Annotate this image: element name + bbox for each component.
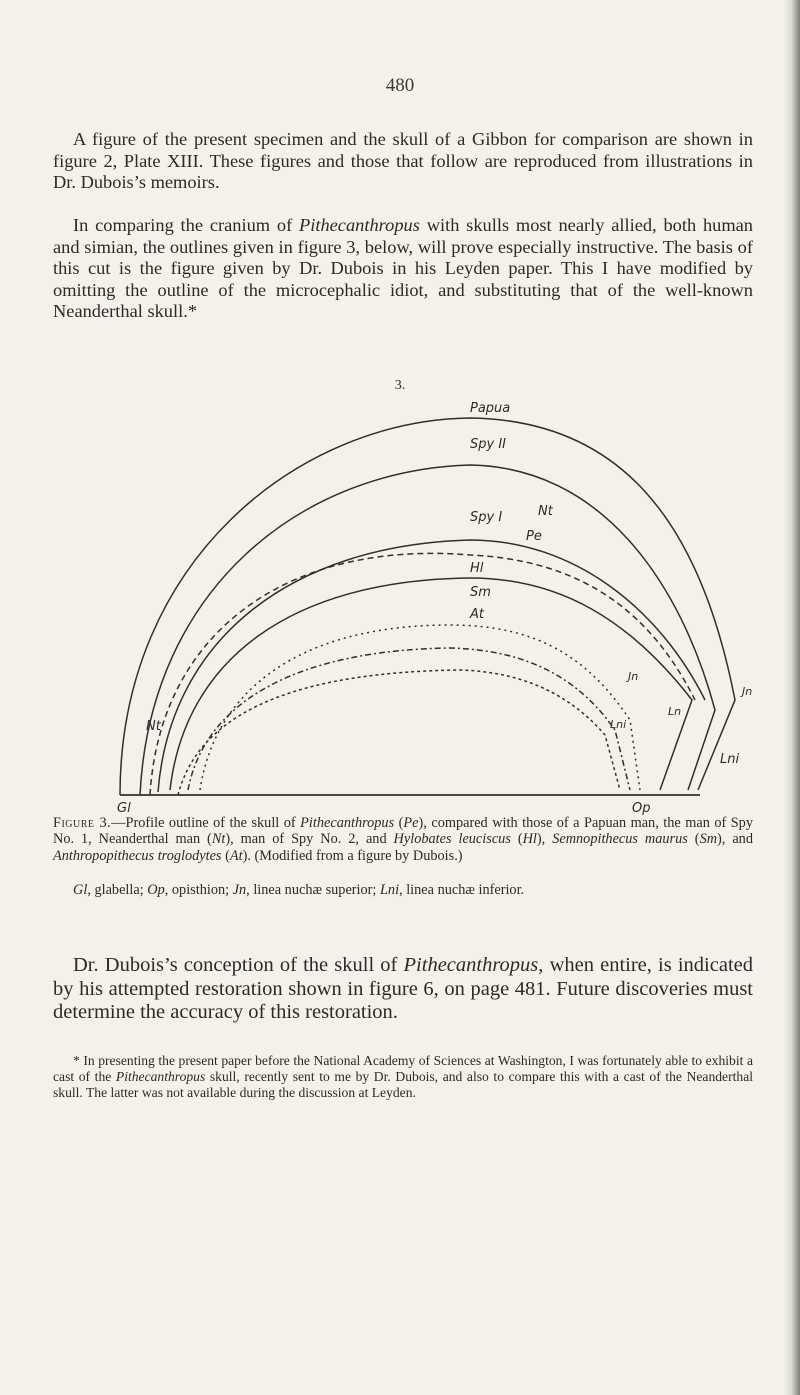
caption-text: —Profile outline of the skull of [111,815,301,831]
label-spy-ii: Spy II [470,437,506,452]
caption-text: , linea nuchæ inferior. [399,882,525,898]
label-lni-inner: Lni [610,718,627,731]
caption-text: ). (Modified from a figure by Dubois.) [242,847,463,864]
caption-text: ( [221,847,230,864]
label-sm: Sm [470,585,491,600]
page-number: 480 [385,75,415,96]
paragraph-gibbon-comparison [53,129,753,194]
caption-text: , linea nuchæ superior; [246,882,380,898]
caption-italic: Gl [73,882,88,898]
label-hl: Hl [470,561,484,576]
label-gl: Gl [117,801,131,816]
caption-text: ( [687,831,700,848]
paragraph-cranium-comparison [53,215,753,323]
label-jn-outer: Jn [742,685,753,698]
caption-text: ( [510,831,523,848]
outline-papua [120,418,735,795]
outline-pithecanthropus [170,578,692,790]
label-papua: Papua [470,401,511,416]
genus-name: Pithecanthropus [299,215,420,235]
paragraph-restoration [53,954,753,1025]
caption-italic: Nt [211,831,226,848]
label-pe: Pe [526,529,542,544]
caption-italic: Sm [699,831,718,848]
caption-label: Figure 3. [53,815,112,831]
outline-semnopithecus [188,648,630,790]
label-ln-inner: Ln [668,705,682,718]
figure-caption-legend [53,882,753,898]
label-at: At [470,607,484,622]
caption-italic: Hylobates leuciscus [393,831,511,848]
caption-italic: Semnopithecus maurus [552,831,688,848]
caption-italic: Op [147,882,165,898]
footnote-text: skull, recently sent to me by Dr. Dubois, and also to compare this with a cast of the Neanderthal skull. The latter was not available during the discussion at Leyden. [53,1069,753,1100]
figure-number: 3. [394,378,406,393]
paragraph-text: Dr. Dubois’s conception of the skull of [73,954,404,976]
caption-text: ( [394,815,404,831]
caption-text: , glabella; [87,882,148,898]
outline-neanderthal [150,553,695,795]
page-edge-shadow [784,0,800,1395]
label-nt-left: Nt [146,719,161,734]
figure-caption [53,815,753,864]
genus-name: Pithecanthropus [115,1069,206,1084]
outline-anthropopithecus [178,670,620,795]
label-jn-inner: Jn [628,670,639,683]
genus-name: Pithecanthropus [403,954,539,976]
outline-hylobates [200,625,640,790]
label-lni-outer: Lni [720,752,740,767]
paragraph-text: A figure of the present specimen and the skull of a Gibbon for comparison are shown in figure 2, Plate XIII. These figures and those that follow are reproduced from illustrations in Dr. Dubois’s memoirs. [53,129,753,192]
caption-italic: Lni [379,882,400,898]
outline-spy-ii [140,465,715,795]
caption-italic: Pithecanthropus [300,815,395,831]
caption-italic: Jn [232,882,247,898]
label-op: Op [632,801,651,816]
caption-italic: Anthropopithecus troglodytes [53,847,222,864]
footnote-text: * In presenting the present paper before the National Academy of Sciences at Washington, I was fortunately able to exhibit a cast of the [53,1053,753,1084]
paragraph-text: with skulls most nearly allied, both human and simian, the outlines given in figure 3, below, will prove especially instructive. The basis of this cut is the figure given by Dr. Dubois in his Leyden paper. This I have modified by omitting the outline of the microcephalic idiot, and substituting that of the well-known Neanderthal skull.* [53,215,753,321]
caption-text: ), [536,831,553,848]
label-nt: Nt [538,504,553,519]
caption-text: ), and [717,831,753,848]
paragraph-text: In comparing the cranium of [73,215,299,235]
paragraph-text: , when entire, is indicated by his attempted restoration shown in figure 6, on page 481. Future discoveries must determine the accuracy of this restoration. [53,954,753,1023]
caption-italic: At [229,847,243,864]
caption-text: ), man of Spy No. 2, and [225,831,394,848]
caption-italic: Hl [522,831,537,848]
label-spy-i: Spy I [470,510,503,525]
caption-italic: Pe [403,815,419,831]
caption-text: , opisthion; [164,882,233,898]
caption-text: ), compared with those of a Papuan man, the man of Spy No. 1, Neanderthal man ( [53,815,753,848]
outline-spy-i [158,540,705,792]
footnote [53,1053,753,1101]
skull-profile-figure [100,401,753,816]
